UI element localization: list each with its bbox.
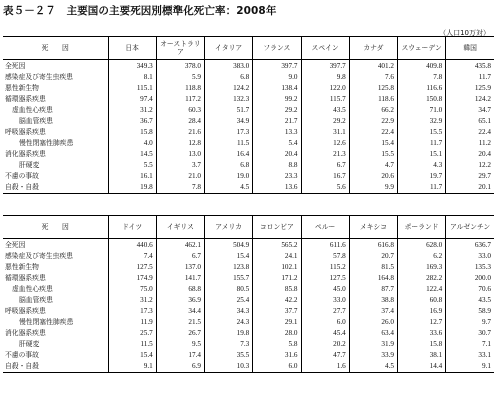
rate-cell: 42.2 [253,295,301,306]
rate-cell: 125.9 [446,83,494,94]
row-label-cause: 悪性新生物 [5,263,39,271]
rate-cell: 16.1 [108,171,156,182]
rate-cell: 81.5 [349,262,397,273]
table-row [3,138,494,149]
rate-cell: 4.3 [398,160,446,171]
row-label-cause: 感染症及び寄生虫疾患 [5,252,73,260]
row-label-cause: 脳血管疾患 [19,296,53,304]
rate-cell: 26.0 [349,317,397,328]
rate-cell: 383.0 [205,60,253,73]
rate-cell: 20.1 [446,182,494,194]
rate-cell: 19.8 [108,182,156,194]
row-label-cause: 感染症及び寄生虫疾患 [5,73,73,81]
rate-cell: 37.7 [253,306,301,317]
rate-cell: 4.5 [349,361,397,373]
row-label-cause: 不慮の事故 [5,351,39,359]
rate-cell: 20.4 [253,149,301,160]
rate-cell: 32.9 [398,116,446,127]
rate-cell: 20.2 [301,339,349,350]
table-row [3,72,494,83]
rate-cell: 28.0 [253,328,301,339]
rate-cell: 611.6 [301,239,349,252]
rate-cell: 124.2 [205,83,253,94]
row-label-cause: 虚血性心疾患 [12,106,53,114]
column-header-country: オーストラリア [156,37,204,60]
rate-cell: 6.0 [253,361,301,373]
column-header-country: フランス [253,37,301,60]
column-header-country: スペイン [301,37,349,60]
unit-note: （人口10万対） [439,29,490,37]
rate-cell: 6.8 [205,72,253,83]
rate-cell: 6.7 [301,160,349,171]
row-label-cause: 呼吸器系疾患 [5,128,46,136]
table-row [3,182,494,194]
rate-cell: 11.7 [398,182,446,194]
rate-cell: 75.0 [108,284,156,295]
rate-cell: 38.8 [349,295,397,306]
rate-cell: 8.1 [108,72,156,83]
rate-cell: 20.4 [446,149,494,160]
rate-cell: 164.8 [349,273,397,284]
rate-cell: 43.5 [446,295,494,306]
rate-cell: 36.7 [108,116,156,127]
column-header-country: アメリカ [205,216,253,239]
rate-cell: 33.1 [446,350,494,361]
rate-cell: 29.1 [253,317,301,328]
row-label-cause: 消化器系疾患 [5,150,46,158]
rate-cell: 636.7 [446,239,494,252]
table-row [3,262,494,273]
rate-cell: 11.9 [108,317,156,328]
row-label-cause: 慢性閉塞性肺疾患 [19,139,74,147]
rate-cell: 15.5 [349,149,397,160]
rate-cell: 9.8 [301,72,349,83]
rate-cell: 10.3 [205,361,253,373]
table-row [3,94,494,105]
rate-cell: 9.7 [446,317,494,328]
table-header-row [3,37,494,60]
table-row [3,83,494,94]
row-label-cause: 循環器系疾患 [5,274,46,282]
rate-cell: 565.2 [253,239,301,252]
rate-cell: 80.5 [205,284,253,295]
rate-cell: 11.5 [108,339,156,350]
rate-cell: 71.0 [398,105,446,116]
rate-cell: 440.6 [108,239,156,252]
rate-cell: 6.2 [398,251,446,262]
rate-cell: 11.7 [398,138,446,149]
rate-cell: 349.3 [108,60,156,73]
rate-cell: 1.6 [301,361,349,373]
rate-cell: 34.3 [205,306,253,317]
rate-cell: 3.7 [156,160,204,171]
table-row [3,160,494,171]
rate-cell: 124.2 [446,94,494,105]
rate-cell: 169.3 [398,262,446,273]
rate-cell: 118.6 [349,94,397,105]
row-label-cause: 循環器系疾患 [5,95,46,103]
rate-cell: 34.7 [446,105,494,116]
rate-cell: 282.2 [398,273,446,284]
column-header-country: ドイツ [108,216,156,239]
table-row [3,317,494,328]
column-header-country: メキシコ [349,216,397,239]
rate-cell: 397.7 [301,60,349,73]
column-header-country: アルゼンチン [446,216,494,239]
rate-cell: 24.3 [205,317,253,328]
mortality-table-1 [3,36,494,194]
table-row [3,60,494,73]
rate-cell: 5.6 [301,182,349,194]
column-header-country: カナダ [349,37,397,60]
rate-cell: 200.0 [446,273,494,284]
rate-cell: 9.9 [349,182,397,194]
rate-cell: 14.5 [108,149,156,160]
rate-cell: 6.9 [156,361,204,373]
column-header-cause: 死 因 [3,216,108,239]
rate-cell: 138.4 [253,83,301,94]
table-row [3,105,494,116]
mortality-table-2 [3,215,494,373]
rate-cell: 12.2 [446,160,494,171]
rate-cell: 462.1 [156,239,204,252]
rate-cell: 31.1 [301,127,349,138]
column-header-cause: 死 因 [3,37,108,60]
rate-cell: 122.4 [398,284,446,295]
row-label-cause: 不慮の事故 [5,172,39,180]
rate-cell: 34.4 [156,306,204,317]
rate-cell: 26.7 [156,328,204,339]
rate-cell: 87.7 [349,284,397,295]
column-header-country: イタリア [205,37,253,60]
rate-cell: 115.7 [301,94,349,105]
rate-cell: 122.0 [301,83,349,94]
table-row [3,339,494,350]
rate-cell: 127.5 [108,262,156,273]
rate-cell: 14.4 [398,361,446,373]
rate-cell: 15.4 [205,251,253,262]
rate-cell: 36.9 [156,295,204,306]
rate-cell: 15.5 [398,127,446,138]
rate-cell: 47.7 [301,350,349,361]
table-row [3,171,494,182]
rate-cell: 99.2 [253,94,301,105]
row-label-cause: 呼吸器系疾患 [5,307,46,315]
rate-cell: 68.8 [156,284,204,295]
column-header-country: スウェーデン [398,37,446,60]
rate-cell: 31.2 [108,105,156,116]
column-header-country: イギリス [156,216,204,239]
table-row [3,284,494,295]
rate-cell: 7.8 [156,182,204,194]
rate-cell: 45.4 [301,328,349,339]
rate-cell: 63.4 [349,328,397,339]
rate-cell: 29.2 [301,116,349,127]
rate-cell: 6.7 [156,251,204,262]
rate-cell: 25.7 [108,328,156,339]
rate-cell: 435.8 [446,60,494,73]
rate-cell: 13.0 [156,149,204,160]
rate-cell: 57.8 [301,251,349,262]
rate-cell: 19.8 [205,328,253,339]
rate-cell: 13.6 [253,182,301,194]
rate-cell: 4.5 [205,182,253,194]
rate-cell: 115.1 [108,83,156,94]
rate-cell: 17.3 [205,127,253,138]
rate-cell: 5.9 [156,72,204,83]
rate-cell: 17.3 [108,306,156,317]
rate-cell: 11.7 [446,72,494,83]
rate-cell: 12.8 [156,138,204,149]
rate-cell: 16.9 [398,306,446,317]
rate-cell: 70.6 [446,284,494,295]
rate-cell: 5.5 [108,160,156,171]
column-header-country: ポーランド [398,216,446,239]
rate-cell: 19.7 [398,171,446,182]
rate-cell: 616.8 [349,239,397,252]
rate-cell: 117.2 [156,94,204,105]
rate-cell: 23.3 [253,171,301,182]
rate-cell: 4.7 [349,160,397,171]
rate-cell: 38.1 [398,350,446,361]
row-label-cause: 肝硬変 [19,340,40,348]
rate-cell: 66.2 [349,105,397,116]
rate-cell: 127.5 [301,273,349,284]
rate-cell: 401.2 [349,60,397,73]
rate-cell: 85.8 [253,284,301,295]
rate-cell: 45.0 [301,284,349,295]
rate-cell: 15.8 [108,127,156,138]
row-label-cause: 悪性新生物 [5,84,39,92]
rate-cell: 16.4 [205,149,253,160]
rate-cell: 65.1 [446,116,494,127]
rate-cell: 135.3 [446,262,494,273]
rate-cell: 504.9 [205,239,253,252]
rate-cell: 20.7 [349,251,397,262]
rate-cell: 31.9 [349,339,397,350]
rate-cell: 33.9 [349,350,397,361]
rate-cell: 9.1 [446,361,494,373]
rate-cell: 51.7 [205,105,253,116]
rate-cell: 58.9 [446,306,494,317]
column-header-country: コロンビア [253,216,301,239]
rate-cell: 5.8 [253,339,301,350]
rate-cell: 34.9 [205,116,253,127]
rate-cell: 7.3 [205,339,253,350]
rate-cell: 16.7 [301,171,349,182]
rate-cell: 33.0 [446,251,494,262]
rate-cell: 22.4 [349,127,397,138]
rate-cell: 118.8 [156,83,204,94]
rate-cell: 6.8 [205,160,253,171]
rate-cell: 21.7 [253,116,301,127]
rate-cell: 60.3 [156,105,204,116]
rate-cell: 9.5 [156,339,204,350]
rate-cell: 378.0 [156,60,204,73]
rate-cell: 35.5 [205,350,253,361]
rate-cell: 37.4 [349,306,397,317]
row-label-cause: 消化器系疾患 [5,329,46,337]
rate-cell: 24.1 [253,251,301,262]
rate-cell: 102.1 [253,262,301,273]
row-label-cause: 肝硬変 [19,161,40,169]
rate-cell: 7.8 [398,72,446,83]
rate-cell: 25.4 [205,295,253,306]
column-header-country: 日本 [108,37,156,60]
rate-cell: 4.0 [108,138,156,149]
rate-cell: 29.7 [446,171,494,182]
table-row [3,295,494,306]
rate-cell: 174.9 [108,273,156,284]
rate-cell: 31.6 [253,350,301,361]
table-header-row [3,216,494,239]
rate-cell: 29.2 [253,105,301,116]
rate-cell: 21.6 [156,127,204,138]
rate-cell: 123.8 [205,262,253,273]
table-row [3,127,494,138]
table-row [3,149,494,160]
table-row [3,350,494,361]
rate-cell: 6.0 [301,317,349,328]
rate-cell: 12.6 [301,138,349,149]
rate-cell: 20.6 [349,171,397,182]
rate-cell: 21.5 [156,317,204,328]
rate-cell: 22.4 [446,127,494,138]
rate-cell: 17.4 [156,350,204,361]
rate-cell: 21.3 [301,149,349,160]
table-row [3,116,494,127]
rate-cell: 7.6 [349,72,397,83]
table-row [3,328,494,339]
row-label-cause: 全死因 [5,62,26,70]
column-header-country: 韓国 [446,37,494,60]
rate-cell: 33.0 [301,295,349,306]
rate-cell: 7.1 [446,339,494,350]
row-label-cause: 慢性閉塞性肺疾患 [19,318,74,326]
rate-cell: 397.7 [253,60,301,73]
table-row [3,251,494,262]
rate-cell: 171.2 [253,273,301,284]
rate-cell: 21.0 [156,171,204,182]
rate-cell: 9.1 [108,361,156,373]
rate-cell: 19.0 [205,171,253,182]
rate-cell: 15.4 [349,138,397,149]
rate-cell: 15.4 [108,350,156,361]
rate-cell: 15.8 [398,339,446,350]
rate-cell: 409.8 [398,60,446,73]
row-label-cause: 全死因 [5,241,26,249]
rate-cell: 115.2 [301,262,349,273]
rate-cell: 8.8 [253,160,301,171]
rate-cell: 125.8 [349,83,397,94]
rate-cell: 30.7 [446,328,494,339]
table-row [3,361,494,373]
rate-cell: 60.8 [398,295,446,306]
rate-cell: 28.4 [156,116,204,127]
rate-cell: 116.6 [398,83,446,94]
row-label-cause: 自殺・自殺 [3,182,108,194]
rate-cell: 31.2 [108,295,156,306]
rate-cell: 141.7 [156,273,204,284]
rate-cell: 11.5 [205,138,253,149]
rate-cell: 13.3 [253,127,301,138]
table-row [3,273,494,284]
table-row [3,239,494,252]
rate-cell: 155.7 [205,273,253,284]
rate-cell: 11.2 [446,138,494,149]
rate-cell: 27.7 [301,306,349,317]
rate-cell: 132.3 [205,94,253,105]
column-header-country: ペルー [301,216,349,239]
rate-cell: 9.0 [253,72,301,83]
table-title: 表５－２７ 主要国の主要死因別標準化死亡率：2008年 [3,5,277,17]
rate-cell: 22.9 [349,116,397,127]
rate-cell: 97.4 [108,94,156,105]
rate-cell: 5.4 [253,138,301,149]
row-label-cause: 自殺・自殺 [3,361,108,373]
row-label-cause: 虚血性心疾患 [12,285,53,293]
table-row [3,306,494,317]
rate-cell: 12.7 [398,317,446,328]
rate-cell: 628.0 [398,239,446,252]
rate-cell: 43.5 [301,105,349,116]
rate-cell: 15.1 [398,149,446,160]
rate-cell: 7.4 [108,251,156,262]
rate-cell: 137.0 [156,262,204,273]
rate-cell: 150.8 [398,94,446,105]
row-label-cause: 脳血管疾患 [19,117,53,125]
rate-cell: 33.6 [398,328,446,339]
